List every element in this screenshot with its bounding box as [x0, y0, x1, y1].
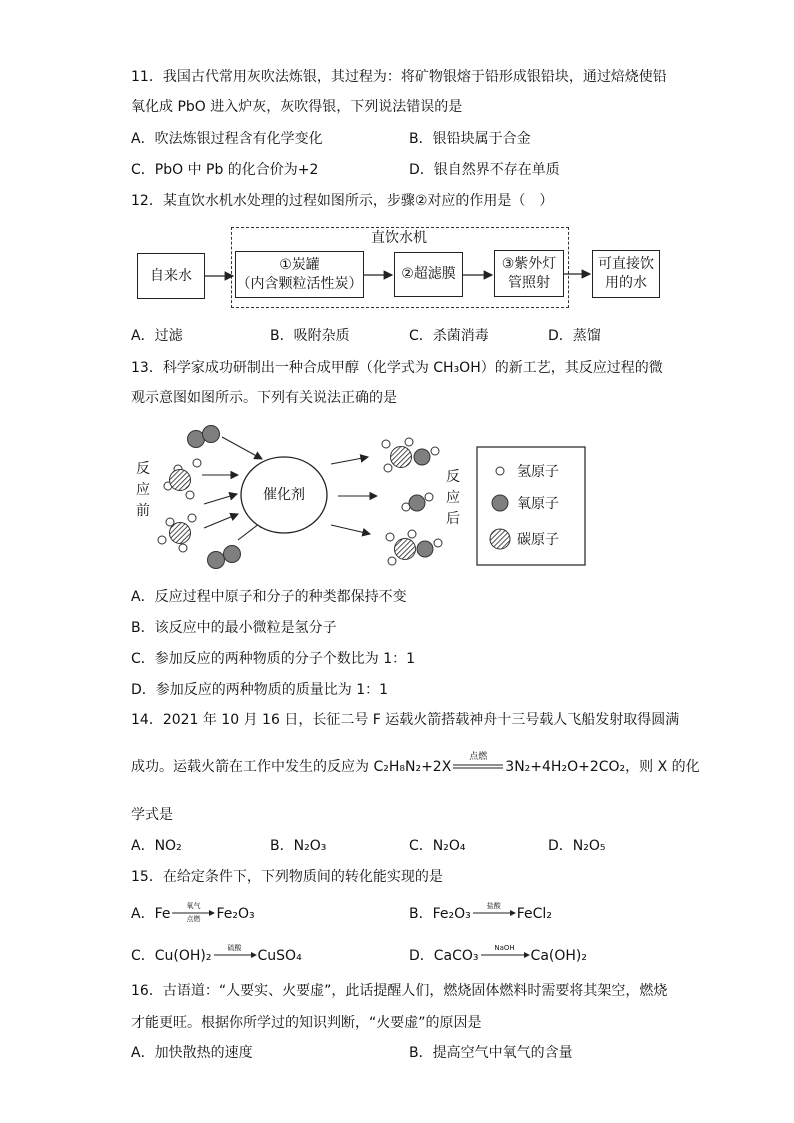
q12-stem: 12．某直饮水机水处理的过程如图所示，步骤②对应的作用是（ ） — [131, 193, 554, 209]
q16-option-a: A．加快散热的速度 — [131, 1045, 253, 1061]
catalyst-label: 催化剂 — [263, 487, 305, 503]
process-arrows — [0, 0, 794, 340]
q14-stem-line2: 成功。运载火箭在工作中发生的反应为 C₂H₈N₂+2X 点燃 3N₂+4H₂O+2CO₂，则 X 的化 — [131, 752, 700, 775]
q11-option-b: B．银铅块属于合金 — [409, 131, 531, 147]
q14-stem-line3: 学式是 — [131, 807, 173, 823]
q11-stem-line1: 11．我国古代常用灰吹法炼银，其过程为：将矿物银熔于铅形成银铅块，通过焙烧使铅 — [131, 69, 667, 85]
reaction-arrow-icon: 硫酸 — [213, 948, 257, 964]
q16-option-b: B．提高空气中氧气的含量 — [409, 1045, 573, 1061]
q13-option-a: A．反应过程中原子和分子的种类都保持不变 — [131, 589, 407, 605]
reaction-arrow-icon: NaOH — [480, 948, 530, 964]
q13-option-d: D．参加反应的两种物质的质量比为 1：1 — [131, 682, 389, 698]
q15-option-c: C．Cu(OH)₂ 硫酸 CuSO₄ — [131, 944, 302, 964]
q15-option-a: A．Fe 氧气 点燃 Fe₂O₃ — [131, 902, 255, 923]
q13-stem-line2: 观示意图如图所示。下列有关说法正确的是 — [131, 390, 397, 406]
methane-molecule-icon — [164, 459, 201, 499]
drinkable-water-label-2: 用的水 — [605, 275, 647, 291]
legend-carbon-label: 碳原子 — [517, 532, 559, 548]
q15-stem: 15．在给定条件下，下列物质间的转化能实现的是 — [131, 869, 443, 885]
q14-option-b: B．N₂O₃ — [270, 838, 327, 854]
methane-molecule-icon — [158, 514, 196, 552]
after-reaction-label: 反 应 后 — [446, 469, 460, 527]
q13-option-c: C．参加反应的两种物质的分子个数比为 1：1 — [131, 651, 416, 667]
oxygen-atom-icon — [492, 495, 508, 511]
q11-option-a: A．吹法炼银过程含有化学变化 — [131, 131, 323, 147]
q14-option-d: D．N₂O₅ — [548, 838, 606, 854]
q12-option-c: C．杀菌消毒 — [409, 328, 489, 344]
oxygen-molecule-icon — [208, 546, 241, 569]
machine-label: 直饮水机 — [351, 228, 447, 248]
q13-stem-line1: 13．科学家成功研制出一种合成甲醇（化学式为 CH₃OH）的新工艺，其反应过程的微 — [131, 360, 663, 376]
reaction-arrow-icon: 氧气 点燃 — [171, 906, 215, 922]
tap-water-label: 自来水 — [150, 267, 192, 284]
q16-stem-line2: 才能更旺。根据你所学过的知识判断，“火要虚”的原因是 — [131, 1015, 482, 1031]
reaction-reactants: C₂H₈N₂+2X — [373, 759, 452, 775]
carbon-tank-label: ①炭罐 — [279, 256, 320, 273]
legend-oxygen-label: 氧原子 — [517, 496, 559, 512]
q15-option-b: B．Fe₂O₃ 盐酸 FeCl₂ — [409, 902, 552, 922]
oxygen-molecule-icon — [188, 426, 220, 448]
q12-option-a: A．过滤 — [131, 328, 183, 344]
uv-lamp-note: 管照射 — [508, 274, 550, 291]
drinkable-water-label-1: 可直接饮 — [598, 256, 654, 272]
before-reaction-label: 反 应 前 — [136, 461, 150, 519]
legend-hydrogen-label: 氢原子 — [517, 464, 559, 480]
q14-option-a: A．NO₂ — [131, 838, 182, 854]
reaction-products: 3N₂+4H₂O+2CO₂ — [505, 759, 626, 775]
carbon-tank-note: （内含颗粒活性炭） — [236, 275, 363, 292]
reaction-condition-arrow: 点燃 — [469, 752, 488, 762]
q11-stem-line2: 氧化成 PbO 进入炉灰，灰吹得银，下列说法错误的是 — [131, 99, 463, 115]
q13-option-b: B．该反应中的最小微粒是氢分子 — [131, 620, 337, 636]
reaction-arrow-icon: 盐酸 — [472, 906, 516, 922]
ultrafiltration-label: ②超滤膜 — [401, 266, 456, 282]
q12-option-b: B．吸附杂质 — [270, 328, 350, 344]
q12-option-d: D．蒸馏 — [548, 328, 601, 344]
methanol-molecule-icon — [386, 530, 442, 565]
carbon-atom-icon — [490, 529, 510, 549]
methanol-molecule-icon — [382, 438, 439, 472]
q16-stem-line1: 16．古语道：“人要实、火要虚”，此话提醒人们，燃烧固体燃料时需要将其架空，燃烧 — [131, 983, 668, 999]
water-molecule-icon — [402, 493, 433, 511]
q11-option-d: D．银自然界不存在单质 — [409, 162, 560, 178]
q15-option-d: D．CaCO₃ NaOH Ca(OH)₂ — [409, 944, 587, 964]
hydrogen-atom-icon — [496, 467, 504, 475]
q14-option-c: C．N₂O₄ — [409, 838, 466, 854]
q11-option-c: C．PbO 中 Pb 的化合价为+2 — [131, 162, 319, 178]
q14-stem-line1: 14．2021 年 10 月 16 日，长征二号 F 运载火箭搭载神舟十三号载人飞船发射取得圆满 — [131, 712, 680, 728]
uv-lamp-label: ③紫外灯 — [501, 255, 557, 272]
